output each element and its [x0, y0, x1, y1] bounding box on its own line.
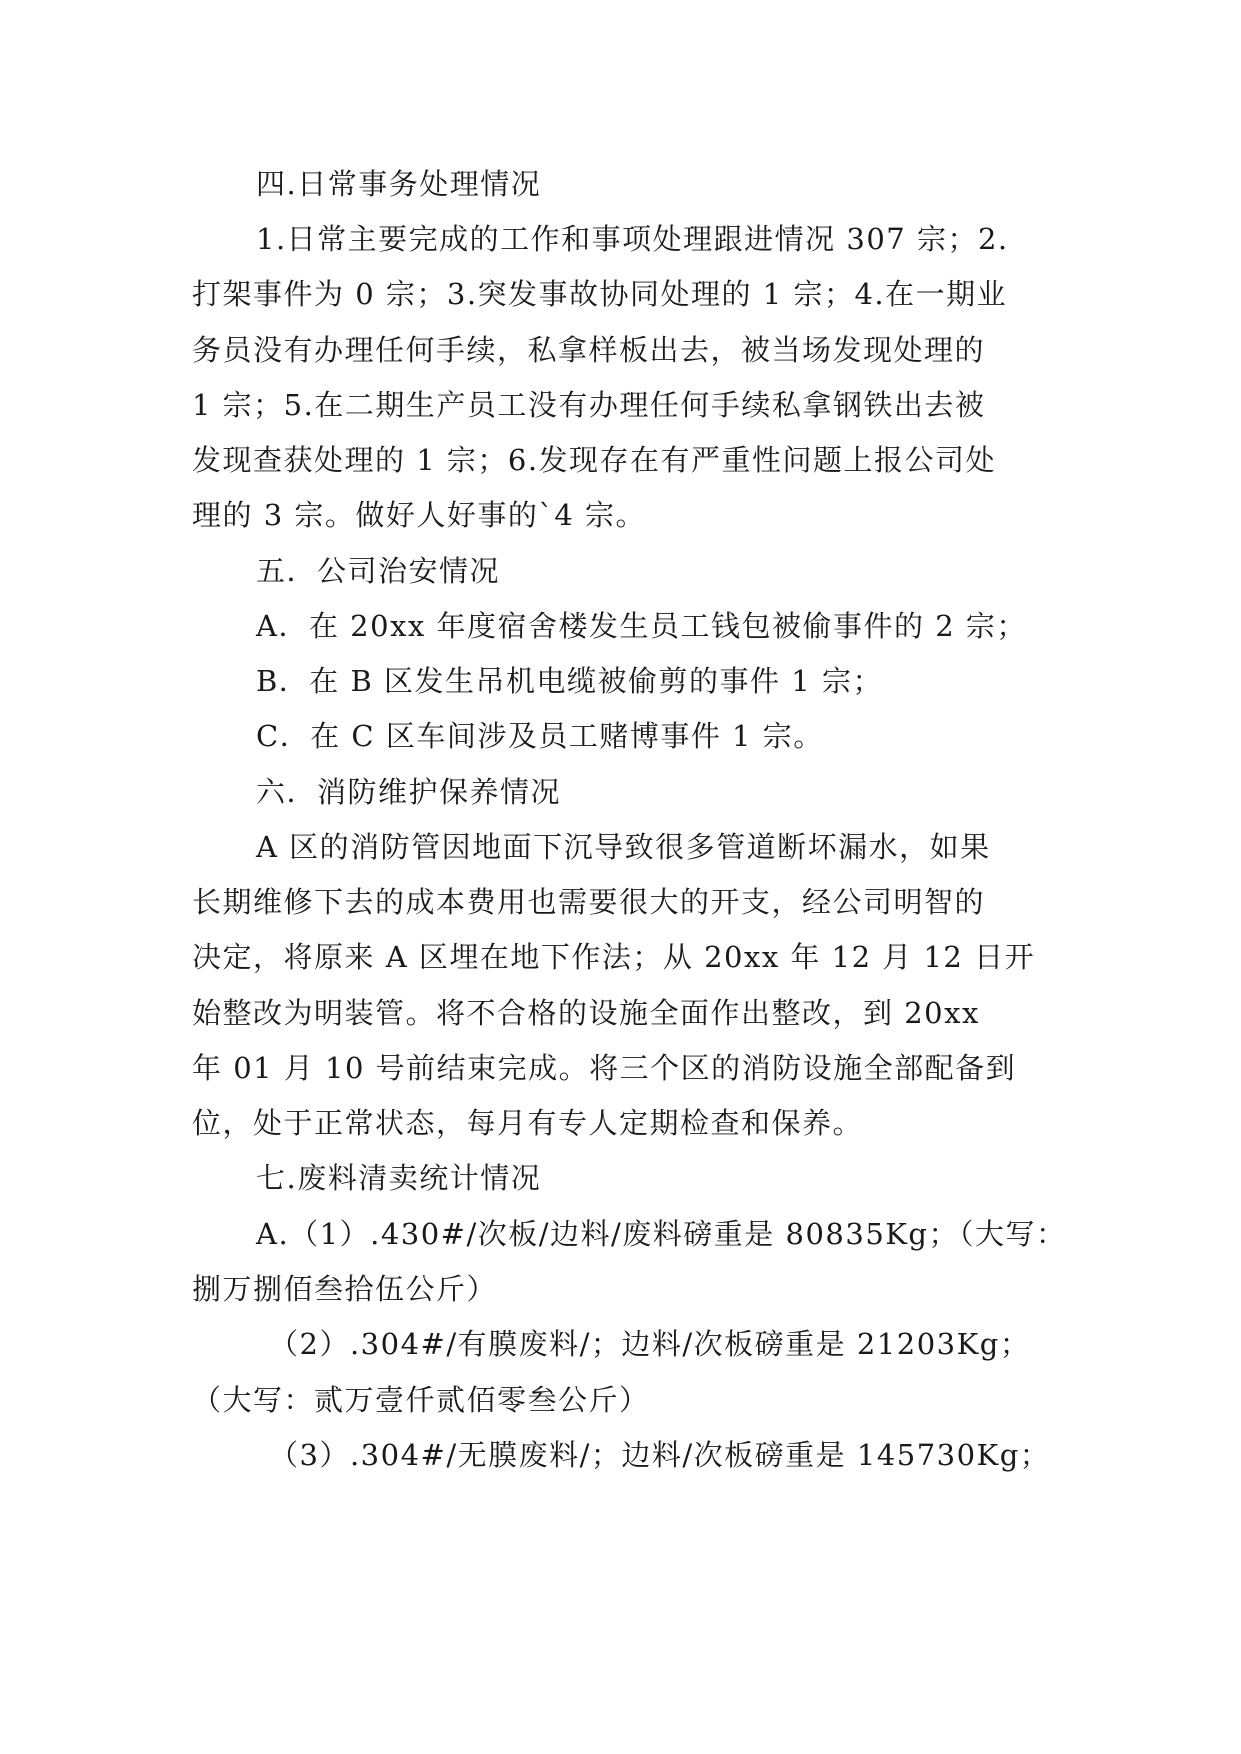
list-item-scrap-1: A.（1）.430#/次板/边料/废料磅重是 80835Kg；（大写： [256, 1217, 1067, 1251]
list-item-b: B．在 B 区发生吊机电缆被偷剪的事件 1 宗； [256, 664, 883, 698]
paragraph-line: 决定，将原来 A 区埋在地下作法；从 20xx 年 12 月 12 日开 [192, 940, 1036, 974]
paragraph-line: 打架事件为 0 宗；3.突发事故协同处理的 1 宗；4.在一期业 [192, 277, 1008, 311]
paragraph-line: 1 宗；5.在二期生产员工没有办理任何手续私拿钢铁出去被 [192, 388, 986, 422]
list-item-scrap-3: （3）.304#/无膜废料/；边料/次板磅重是 145730Kg； [269, 1438, 1051, 1472]
section-heading-scrap-sales: 七.废料清卖统计情况 [256, 1161, 542, 1195]
paragraph-line: 位，处于正常状态，每月有专人定期检查和保养。 [192, 1106, 864, 1140]
paragraph-line: 长期维修下去的成本费用也需要很大的开支，经公司明智的 [192, 885, 986, 919]
paragraph-line: 理的 3 宗。做好人好事的`4 宗。 [192, 498, 647, 532]
paragraph-line: 发现查获处理的 1 宗；6.发现存在有严重性问题上报公司处 [192, 443, 997, 477]
paragraph-line: 务员没有办理任何手续，私拿样板出去，被当场发现处理的 [192, 333, 986, 367]
section-heading-security: 五．公司治安情况 [256, 554, 501, 588]
paragraph-line: 1.日常主要完成的工作和事项处理跟进情况 307 宗；2. [256, 222, 1009, 256]
paragraph-line: 捌万捌佰叁拾伍公斤） [192, 1272, 498, 1306]
section-heading-daily-affairs: 四.日常事务处理情况 [256, 167, 542, 201]
list-item-a: A．在 20xx 年度宿舍楼发生员工钱包被偷事件的 2 宗； [256, 609, 1027, 643]
list-item-c: C．在 C 区车间涉及员工赌博事件 1 宗。 [256, 719, 824, 753]
paragraph-line: 始整改为明装管。将不合格的设施全面作出整改，到 20xx [192, 996, 980, 1030]
list-item-scrap-2: （2）.304#/有膜废料/；边料/次板磅重是 21203Kg； [269, 1327, 1031, 1361]
paragraph-line: （大写：贰万壹仟贰佰零叁公斤） [192, 1383, 650, 1417]
section-heading-fire-maintenance: 六．消防维护保养情况 [256, 775, 562, 809]
paragraph-line: A 区的消防管因地面下沉导致很多管道断坏漏水，如果 [256, 830, 991, 864]
paragraph-line: 年 01 月 10 号前结束完成。将三个区的消防设施全部配备到 [192, 1051, 1017, 1085]
